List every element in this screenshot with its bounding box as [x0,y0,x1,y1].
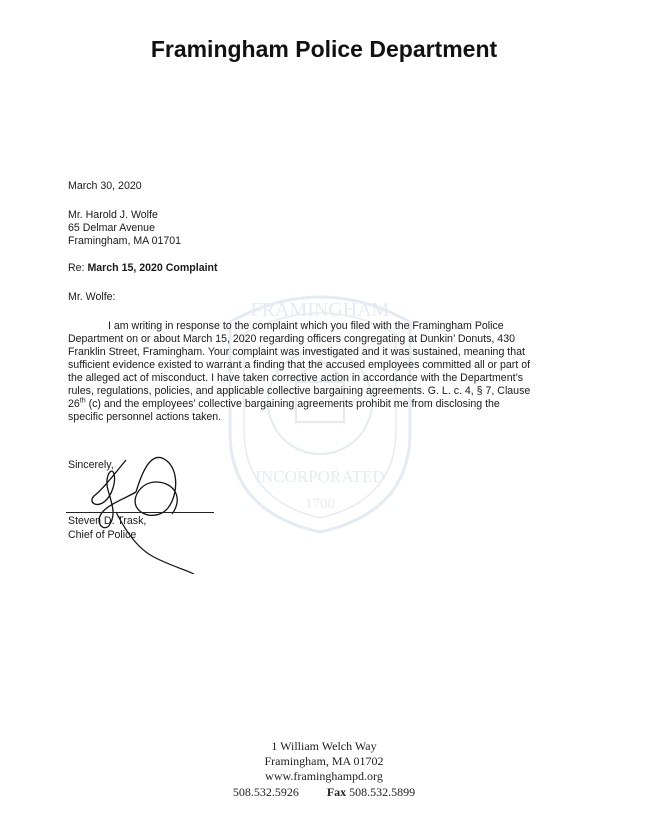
body-superscript: th [79,397,86,405]
recipient-address [68,209,181,248]
footer-fax: 508.532.5899 [349,785,416,799]
signer-name: Steven D. Trask, [68,515,147,527]
letter-body-paragraph [68,320,538,424]
signer-title: Chief of Police [68,529,137,541]
signer-block [68,515,146,543]
seal-top-text: FRAMINGHAM [250,299,390,321]
seal-year: 1700 [305,496,335,512]
signature-line [66,512,214,513]
recipient-street: 65 Delmar Avenue [68,222,155,234]
footer-phone: 508.532.5926 [232,785,299,799]
footer-contact [0,785,648,800]
recipient-city: Framingham, MA 01701 [68,235,182,247]
subject-line [68,262,218,275]
letter-date: March 30, 2020 [68,180,142,192]
seal-bottom-text: INCORPORATED [255,467,385,486]
letterhead-title: Framingham Police Department [150,36,498,62]
body-text-part2: (c) and the employees’ collective bargaining agreements prohibit me from disclosing the specific personnel actions taken. [68,398,500,423]
closing: Sincerely, [68,459,114,471]
footer-address-line1: 1 William Welch Way [271,739,377,753]
footer-website: www.framinghampd.org [265,769,383,783]
footer-address-line2: Framingham, MA 01702 [264,754,384,768]
subject-prefix: Re: [68,262,88,274]
subject-text: March 15, 2020 Complaint [87,262,218,274]
footer-fax-label: Fax [326,785,347,799]
salutation: Mr. Wolfe: [68,291,116,303]
recipient-name: Mr. Harold J. Wolfe [68,209,158,221]
body-text-part1: I am writing in response to the complaint which you filed with the Framingham Police Department on or about March 15, 2020 regarding officers congregating at Dunkin’ Donuts, 430 Franklin Street, Framingham. Your complaint was investigated and it was sustained, meaning that sufficient evidence existed to warrant a finding that the accused employees committed all or part of the alleged act of misconduct. I have taken corrective action in accordance with the Department’s rules, regulations, policies, and applicable collective bargaining agreements. G. L. c. 4, § 7, Clause 26 [68,320,531,410]
handwritten-signature [86,452,206,574]
